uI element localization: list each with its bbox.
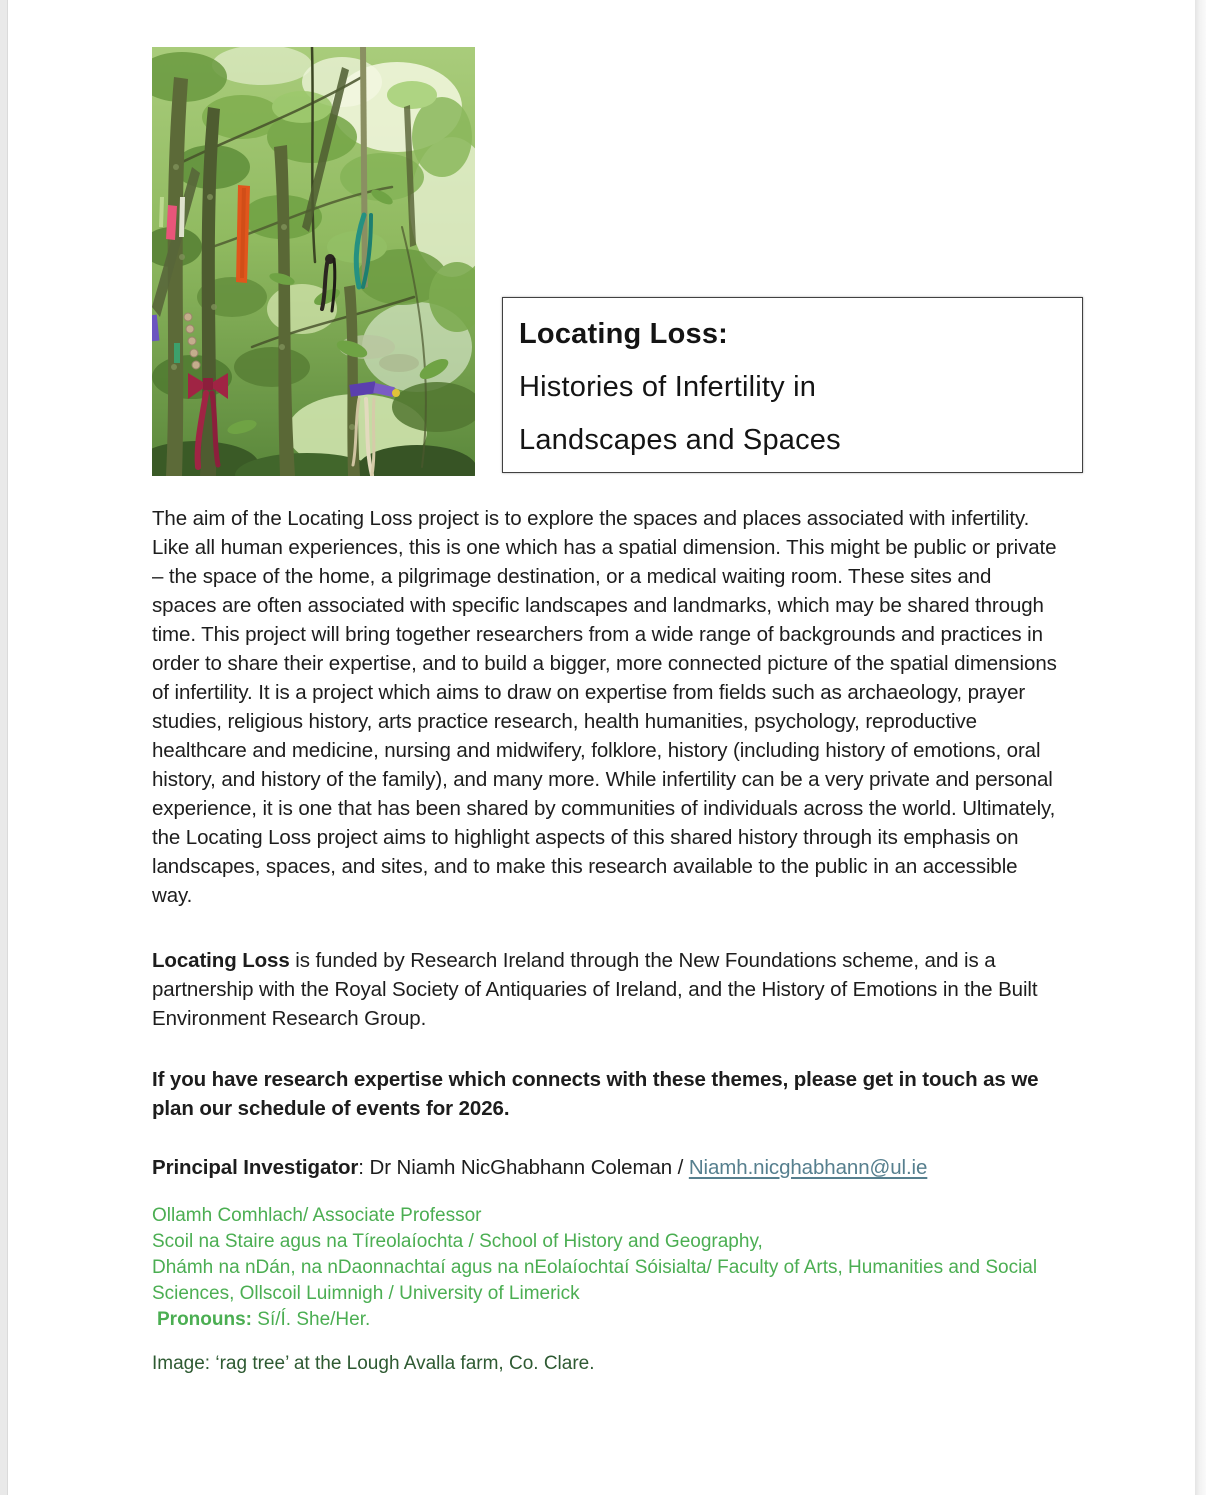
image-caption: Image: ‘rag tree’ at the Lough Avalla farm, Co. Clare. bbox=[152, 1353, 595, 1374]
affiliation-line-school: Scoil na Staire agus na Tíreolaíochta / School of History and Geography, bbox=[152, 1231, 763, 1252]
project-title: Locating Loss: bbox=[519, 318, 729, 350]
funding-lead-bold: Locating Loss bbox=[152, 949, 290, 972]
document-body bbox=[152, 504, 1060, 1377]
project-subtitle-line-1: Histories of Infertility in bbox=[519, 371, 817, 403]
page-edge-right bbox=[1195, 0, 1206, 1495]
affiliation-line-role: Ollamh Comhlach/ Associate Professor bbox=[152, 1205, 482, 1226]
pi-label: Principal Investigator bbox=[152, 1156, 359, 1179]
project-subtitle-line-2: Landscapes and Spaces bbox=[519, 424, 841, 456]
pi-separator: : bbox=[358, 1156, 370, 1179]
pi-email-link[interactable]: Niamh.nicghabhann@ul.ie bbox=[688, 1156, 928, 1179]
principal-investigator-line bbox=[152, 1153, 1060, 1182]
intro-paragraph: The aim of the Locating Loss project is to explore the spaces and places associated with infertility. Like all human experiences, this is one which has a spatial dimension. This might be public or private – the space of the home, a pilgrimage destination, or a medical waiting room. These sites and spaces are often associated with specific landscapes and landmarks, which may be shared through time. This project will bring together researchers from a wide range of backgrounds and practices in order to share their expertise, and to build a bigger, more connected picture of the spatial dimensions of infertility. It is a project which aims to draw on expertise from fields such as archaeology, prayer studies, religious history, arts practice research, health humanities, psychology, reproductive healthcare and medicine, nursing and midwifery, folklore, history (including history of emotions, oral history, and history of the family), and many more. While infertility can be a very private and personal experience, it is one that has been shared by communities of individuals across the world. Ultimately, the Locating Loss project aims to highlight aspects of this shared history through its emphasis on landscapes, spaces, and sites, and to make this research available to the public in an accessible way. bbox=[152, 507, 1057, 907]
funding-paragraph bbox=[152, 946, 1060, 1033]
affiliation-line-faculty: Dhámh na nDán, na nDaonnachtaí agus na nEolaíochtaí Sóisialta/ Faculty of Arts, Humanities and Social Sciences, Ollscoil Luimnigh / University of Limerick bbox=[152, 1257, 1038, 1304]
pi-name: Dr Niamh NicGhabhann Coleman / bbox=[369, 1156, 689, 1179]
rag-tree-photo-illustration bbox=[152, 47, 475, 476]
title-box bbox=[502, 297, 1083, 473]
affiliation-block bbox=[152, 1203, 1042, 1333]
funding-text: is funded by Research Ireland through the New Foundations scheme, and is a partnership with the Royal Society of Antiquaries of Ireland, and the History of Emotions in the Built Environment Research Group. bbox=[152, 949, 1038, 1030]
page-edge-left bbox=[0, 0, 8, 1495]
pronouns-value: Sí/Í. She/Her. bbox=[252, 1309, 371, 1330]
cta-paragraph: If you have research expertise which connects with these themes, please get in touch as we plan our schedule of events for 2026. bbox=[152, 1068, 1039, 1120]
pronouns-line bbox=[152, 1307, 1042, 1333]
rag-tree-photo bbox=[152, 47, 475, 476]
pronouns-label: Pronouns: bbox=[157, 1309, 252, 1330]
